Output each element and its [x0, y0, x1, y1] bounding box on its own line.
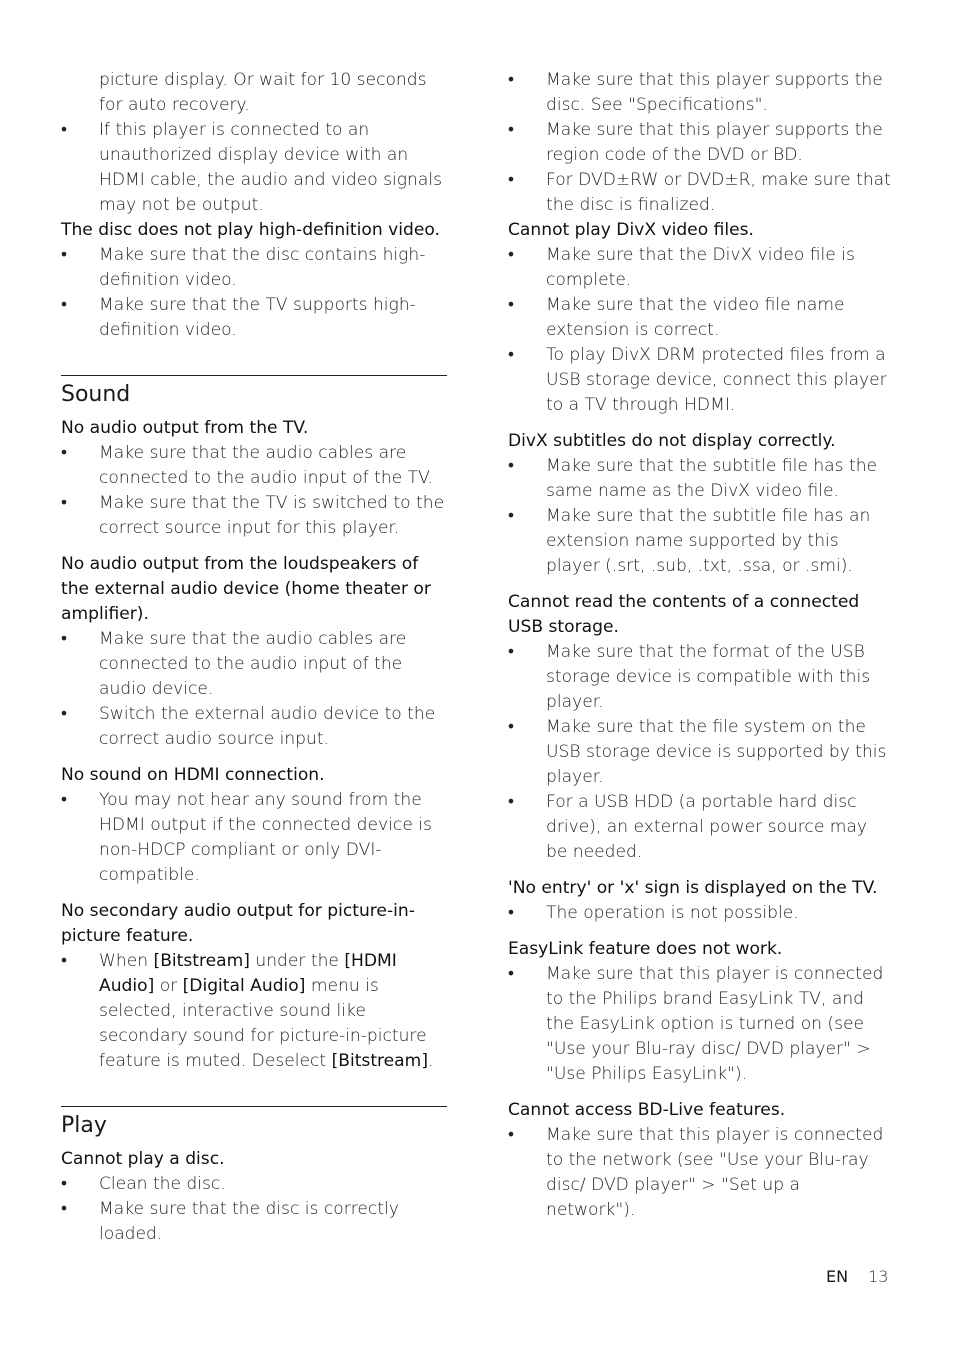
issue-block	[61, 763, 447, 888]
list-item: • Make sure that the disc contains high-definition video.	[61, 245, 426, 290]
right-column	[508, 68, 892, 1223]
list-item: • If this player is connected to an unauthorized display device with an HDMI cable, the audio and video signals may not be output.	[61, 120, 442, 215]
section-divider	[61, 1106, 447, 1107]
issue-title: Cannot play DivX video files.	[508, 220, 754, 240]
list-item: • For DVD±RW or DVD±R, make sure that the disc is finalized.	[508, 170, 891, 215]
bullet-list	[61, 441, 447, 541]
page-number: 13	[868, 1267, 889, 1286]
bullet-list	[508, 454, 892, 579]
issue-block	[61, 218, 447, 343]
menu-option-label: [Digital Audio]	[182, 976, 306, 996]
section-title-sound: Sound	[61, 382, 131, 407]
issue-block	[61, 416, 447, 541]
list-item: • Make sure that the audio cables are connected to the audio input of the TV.	[61, 443, 433, 488]
bullet-list	[508, 962, 892, 1087]
list-item: • Switch the external audio device to the correct audio source input.	[61, 704, 436, 749]
left-column	[61, 68, 447, 1247]
section-title-play: Play	[61, 1113, 107, 1138]
list-item: • Clean the disc.	[61, 1174, 226, 1194]
list-item: • Make sure that the DivX video file is complete.	[508, 245, 855, 290]
bullet-list	[61, 627, 447, 752]
list-item: • Make sure that this player is connected to the network (see "Use your Blu-ray disc/ DVD player" > "Set up a network").	[508, 1125, 884, 1220]
list-item: • For a USB HDD (a portable hard disc drive), an external power source may be needed.	[508, 792, 868, 862]
list-item: • Make sure that the audio cables are connected to the audio input of the audio device.	[61, 629, 407, 699]
continued-text: picture display. Or wait for 10 seconds for auto recovery.	[99, 70, 427, 115]
language-label: EN	[826, 1267, 849, 1286]
list-item: • You may not hear any sound from the HDMI output if the connected device is non-HDCP compliant or only DVI-compatible.	[61, 790, 432, 885]
issue-block	[61, 552, 447, 752]
bullet-list	[508, 901, 892, 926]
bullet-list	[508, 640, 892, 865]
menu-option-label: [Bitstream]	[153, 951, 250, 971]
issue-title: No audio output from the TV.	[61, 418, 309, 438]
menu-option-label: [HDMI Audio]	[99, 951, 397, 996]
issue-title: DivX subtitles do not display correctly.	[508, 431, 836, 451]
list-item: • Make sure that this player is connected to the Philips brand EasyLink TV, and the EasyLink option is turned on (see "Use your Blu-ray disc/ DVD player" > "Use Philips EasyLink").	[508, 964, 884, 1084]
list-item: • Make sure that the TV supports high-definition video.	[61, 295, 416, 340]
menu-option-label: [Bitstream]	[331, 1051, 428, 1071]
list-item: • Make sure that the subtitle file has an extension name supported by this player (.srt, .sub, .txt, .ssa, or .smi).	[508, 506, 871, 576]
issue-block	[508, 429, 892, 579]
list-item: • Make sure that the TV is switched to the correct source input for this player.	[61, 493, 445, 538]
list-item: • Make sure that the file system on the USB storage device is supported by this player.	[508, 717, 887, 787]
issue-block	[508, 876, 892, 926]
bullet-list	[61, 243, 447, 343]
bullet-list	[61, 788, 447, 888]
issue-title: No sound on HDMI connection.	[61, 765, 325, 785]
bullet-list	[508, 243, 892, 418]
issue-block	[508, 218, 892, 418]
issue-block	[508, 1098, 892, 1223]
issue-block	[61, 899, 447, 1074]
list-item: • Make sure that this player supports the disc. See "Specifications".	[508, 70, 883, 115]
list-item: • To play DivX DRM protected files from a USB storage device, connect this player to a TV through HDMI.	[508, 345, 887, 415]
issue-block	[61, 1147, 447, 1247]
bullet-list	[61, 1172, 447, 1247]
issue-title: Cannot access BD-Live features.	[508, 1100, 786, 1120]
list-item: • Make sure that the video file name extension is correct.	[508, 295, 845, 340]
list-item: • Make sure that the subtitle file has the same name as the DivX video file.	[508, 456, 878, 501]
list-item: • Make sure that the format of the USB storage device is compatible with this player.	[508, 642, 871, 712]
bullet-list	[61, 118, 447, 218]
list-item: • Make sure that the disc is correctly loaded.	[61, 1199, 399, 1244]
bullet-list	[508, 1123, 892, 1223]
issue-title: 'No entry' or 'x' sign is displayed on the TV.	[508, 878, 878, 898]
issue-title: No secondary audio output for picture-in-picture feature.	[61, 901, 415, 946]
issue-title: The disc does not play high-definition video.	[61, 220, 440, 240]
list-item: • Make sure that this player supports the region code of the DVD or BD.	[508, 120, 883, 165]
page-footer	[826, 1265, 888, 1289]
issue-title: No audio output from the loudspeakers of the external audio device (home theater or amplifier).	[61, 554, 431, 624]
bullet-list	[508, 68, 892, 218]
issue-title: Cannot read the contents of a connected USB storage.	[508, 592, 860, 637]
section-divider	[61, 375, 447, 376]
bullet-list	[61, 949, 447, 1074]
list-item: • The operation is not possible.	[508, 903, 799, 923]
issue-block	[508, 590, 892, 865]
issue-block	[508, 937, 892, 1087]
issue-title: Cannot play a disc.	[61, 1149, 225, 1169]
issue-title: EasyLink feature does not work.	[508, 939, 783, 959]
list-item: • When [Bitstream] under the [HDMI Audio] or [Digital Audio] menu is selected, interactive sound like secondary sound for picture-in-picture feature is muted. Deselect [Bitstream].	[61, 951, 434, 1071]
